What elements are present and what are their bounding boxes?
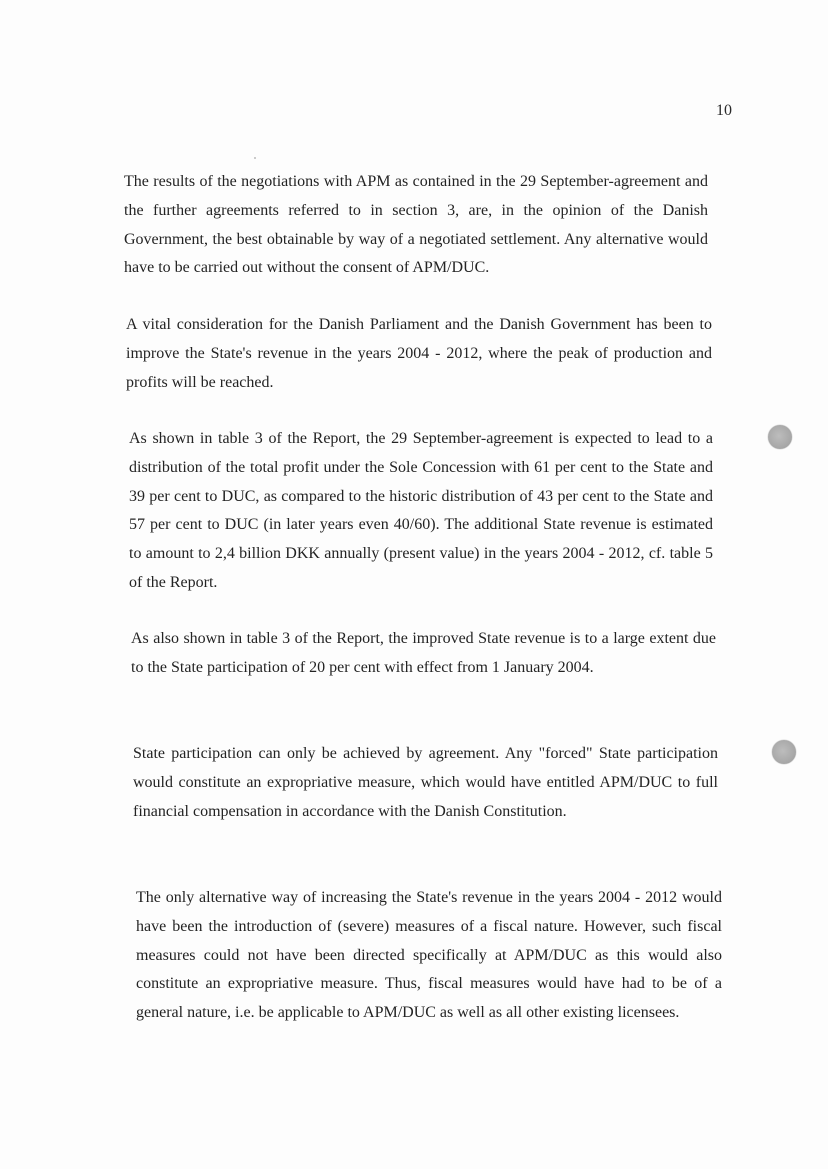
paragraph-negotiation-results: The results of the negotiations with APM as contained in the 29 September-agreement and the further agreements referred to in section 3, are, in the opinion of the Danish Government, the best obtainable by way of a negotiated settlement. Any alternative would have to be carried out without the consent of APM/DUC. bbox=[124, 173, 708, 277]
paragraph-profit-distribution: As shown in table 3 of the Report, the 29 September-agreement is expected to lead to a distribution of the total profit under the Sole Concession with 61 per cent to the State and 39 per cent to DUC, as compared to the historic distribution of 43 per cent to the State and 57 per cent to DUC (in later years even 40/60). The additional State revenue is estimated to amount to 2,4 billion DKK annually (present value) in the years 2004 - 2012, cf. table 5 of the Report. bbox=[129, 430, 713, 591]
paragraph-vital-consideration: A vital consideration for the Danish Parliament and the Danish Government has been to improve the State's revenue in the years 2004 - 2012, where the peak of production and profits will be reached. bbox=[126, 316, 712, 391]
paragraph-forced-participation: State participation can only be achieved by agreement. Any "forced" State participation would constitute an expropriative measure, which would have entitled APM/DUC to full financial compensation in accordance with the Danish Constitution. bbox=[133, 745, 718, 820]
punch-hole-bottom bbox=[772, 740, 796, 764]
scan-speck bbox=[254, 157, 256, 159]
page-number: 10 bbox=[716, 102, 732, 119]
paragraph-state-participation-effect: As also shown in table 3 of the Report, the improved State revenue is to a large extent due to the State participation of 20 per cent with effect from 1 January 2004. bbox=[131, 630, 716, 676]
paragraph-fiscal-alternative: The only alternative way of increasing the State's revenue in the years 2004 - 2012 would have been the introduction of (severe) measures of a fiscal nature. However, such fiscal measures could not have been directed specifically at APM/DUC as this would also constitute an expropriative measure. Thus, fiscal measures would have had to be of a general nature, i.e. be applicable to APM/DUC as well as all other existing licensees. bbox=[136, 889, 722, 1022]
punch-hole-top bbox=[768, 425, 792, 449]
